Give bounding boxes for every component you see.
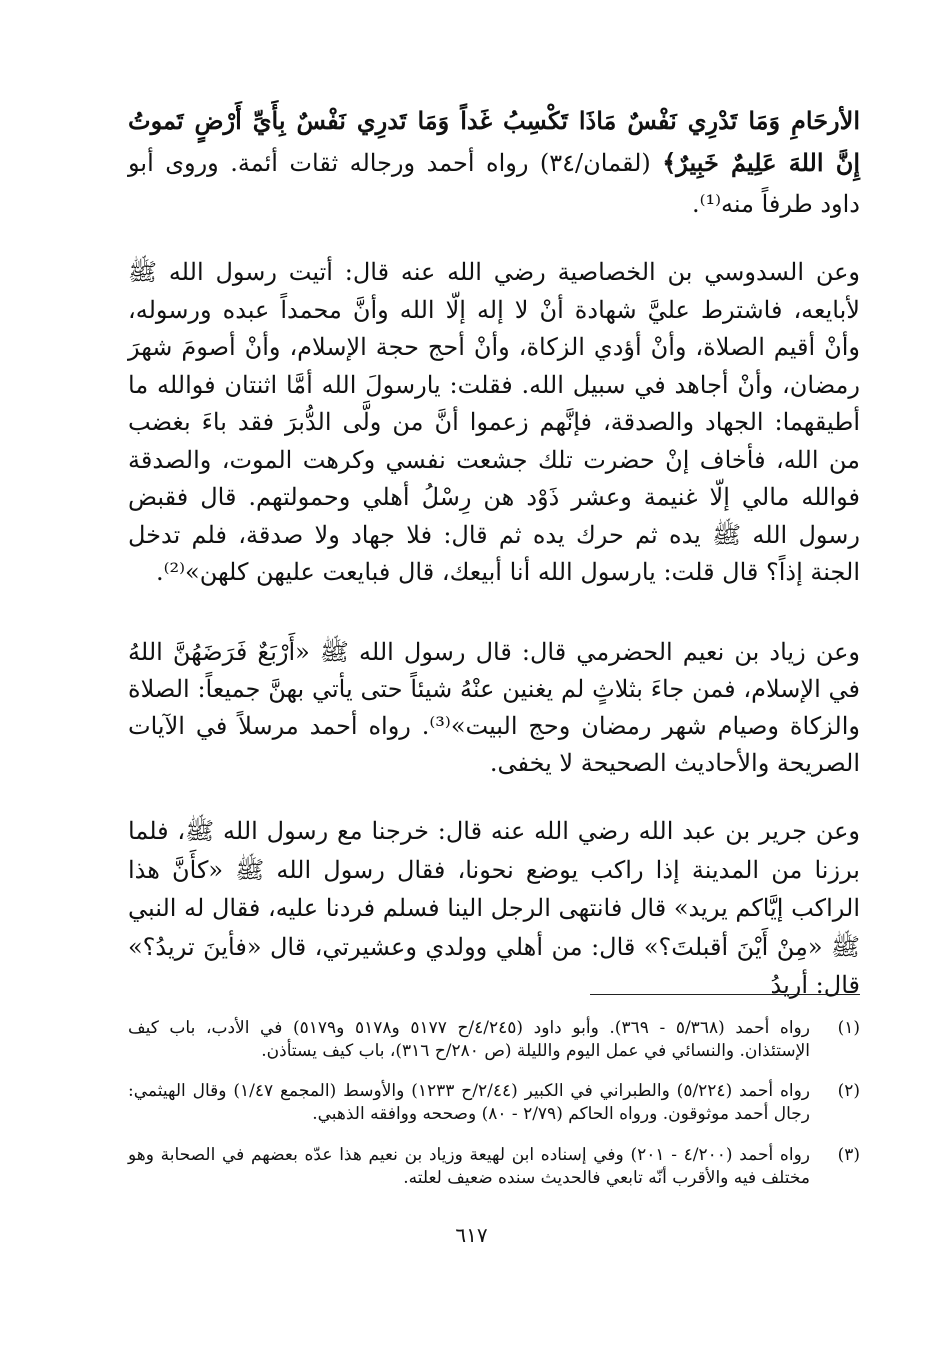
footnote-number: (٣) xyxy=(837,1145,860,1165)
page-number: ٦١٧ xyxy=(455,1223,488,1247)
paragraph-quran-verse xyxy=(128,100,860,225)
paragraph-text: وعن جرير بن عبد الله رضي الله عنه قال: خرجنا مع رسول الله ﷺ، فلما برزنا من المدينة إذا راكب يوضع نحونا، فقال رسول الله ﷺ «كأَنَّ هذا الراكب إيَّاكم يريد» قال فانتهى الرجل الينا فسلم فردنا عليه، فقال له النبي ﷺ «مِنْ أَيْنَ أقبلتَ؟» قال: من أهلي وولدي وعشيرتي، قال «فأينَ تريدُ؟» قال: أريدُ xyxy=(128,817,860,999)
footnote-number: (٢) xyxy=(837,1081,860,1101)
footnote-1 xyxy=(128,1017,860,1063)
footnote-number: (١) xyxy=(837,1018,860,1038)
footnote-3 xyxy=(128,1144,860,1190)
footnote-text: رواه أحمد (٥/٣٦٨ - ٣٦٩). وأبو داود (٤/٢٤٥/ح ٥١٧٧ و٥١٧٨ و٥١٧٩) في الأدب، باب كيف الإستئذان. والنسائي في عمل اليوم والليلة (ص ٢٨٠/ح ٣١٦)، باب كيف يستأذن. xyxy=(128,1018,810,1061)
paragraph-text: (لقمان/٣٤) رواه أحمد ورجاله ثقات أئمة. وروى أبو داود طرفاً منه⁽¹⁾. xyxy=(128,149,860,218)
quran-verse-text: الأرحَامِ وَمَا تَدْرِي نَفْسٌ مَاذَا تَكْسِبُ غَداً وَمَا تَدرِي نَفْسٌ بِأَيِّ أَرْضٍ تَموتُ إِنَّ اللهَ عَلِيمٌ خَبِيرٌ﴾ xyxy=(128,106,860,177)
footnote-text: رواه أحمد (٥/٢٢٤) والطبراني في الكبير (٢/٤٤/ح ١٢٣٣) والأوسط (المجمع ١/٤٧) وقال الهيثمي: رجال أحمد موثوقون. ورواه الحاكم (٢/٧٩ - ٨٠) وصححه ووافقه الذهبي. xyxy=(128,1081,811,1124)
footnote-text: رواه أحمد (٤/٢٠٠ - ٢٠١) وفي إسناده ابن لهيعة وزياد بن نعيم هذا عدّه بعضهم في الصحابة وهو مختلف فيه والأقرب أنّه تابعي فالحديث سنده ضعيف لعلته. xyxy=(128,1145,810,1188)
paragraph-sadusi-hadith xyxy=(128,254,860,592)
footnote-separator xyxy=(590,994,860,995)
paragraph-ziyad-hadith xyxy=(128,634,860,782)
paragraph-text: وعن السدوسي بن الخصاصية رضي الله عنه قال: أتيت رسول الله ﷺ لأبايعه، فاشترط عليَّ شهادة أنْ لا إله إلّا الله وأنَّ محمداً عبده ورسوله، وأنْ أقيم الصلاة، وأنْ أؤدي الزكاة، وأنْ أحج حجة الإسلام، وأنْ أصومَ شهرَ رمضان، وأنْ أجاهد في سبيل الله. فقلت: يارسولَ الله أمَّا اثنتان فوالله ما أطيقهما: الجهاد والصدقة، فإنَّهم زعموا أنَّ من ولَّى الدُّبرَ فقد باءَ بغضب من الله، فأخاف إنْ حضرت تلك جشعت نفسي وكرهت الموت، والصدقة فوالله مالي إلّا غنيمة وعشر ذَوْد هن رِسْلُ أهلي وحمولتهم. قال فقبض رسول الله ﷺ يده ثم حرك يده ثم قال: فلا جهاد ولا صدقة، فلم تدخل الجنة إذاً؟ قال قلت: يارسول الله أنا أبيعك، قال فبايعت عليهن كلهن»⁽²⁾. xyxy=(128,258,860,586)
paragraph-text: وعن زياد بن نعيم الحضرمي قال: قال رسول الله ﷺ «أَرْبَعٌ فَرَضَهُنَّ اللهُ في الإسلام، فمن جاءَ بثلاثٍ لم يغنين عنْهُ شيئاً حتى يأتي بهنَّ جميعاً: الصلاة والزكاة وصيام شهر رمضان وحج البيت»⁽³⁾. رواه أحمد مرسلاً في الآيات الصريحة والأحاديث الصحيحة لا يخفى. xyxy=(128,638,860,777)
paragraph-jarir-hadith xyxy=(128,812,860,1005)
footnote-2 xyxy=(128,1080,860,1126)
